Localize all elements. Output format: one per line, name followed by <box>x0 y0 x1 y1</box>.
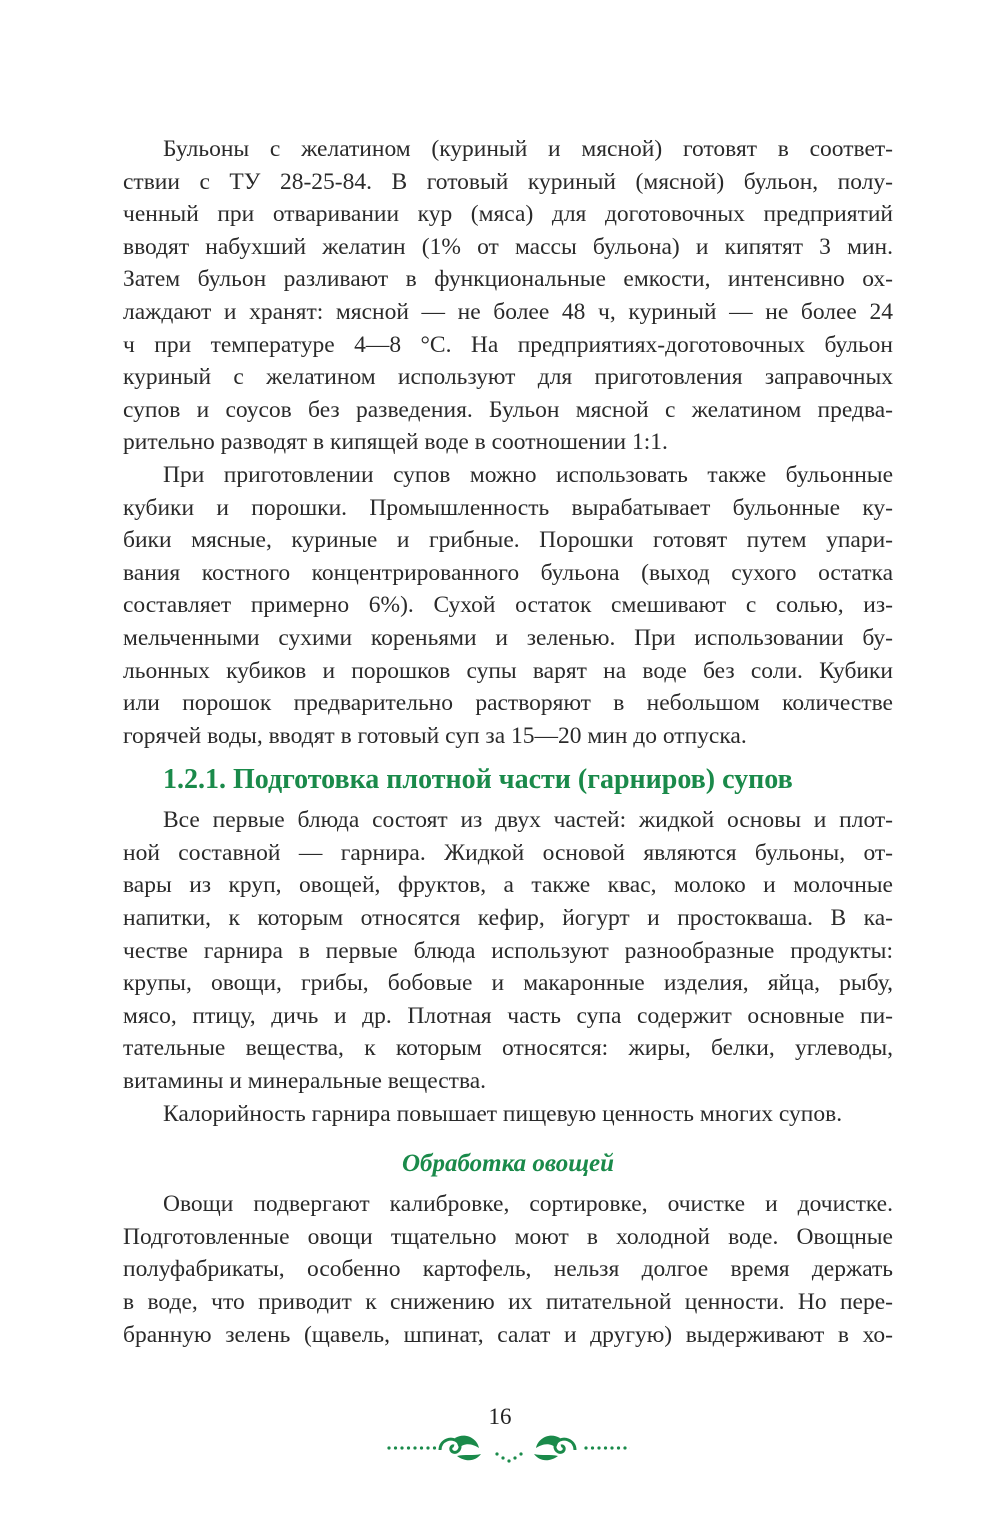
ornament-dot <box>617 1446 620 1449</box>
text-line: полуфабрикаты, особенно картофель, нельзя долгое время держать <box>123 1256 893 1283</box>
text-line: бики мясные, куриные и грибные. Порошки готовят путем упари- <box>123 527 893 554</box>
ornament-dot <box>623 1446 626 1449</box>
ornament-dot <box>387 1446 390 1449</box>
text-line: Подготовленные овощи тщательно моют в холодной воде. Овощные <box>123 1223 893 1250</box>
ornament-dot <box>426 1446 429 1449</box>
text-line: мясо, птицу, дичь и др. Плотная часть супа содержит основные пи- <box>123 1002 893 1029</box>
text-line: ченный при отваривании кур (мяса) для доготовочных предприятий <box>123 201 893 228</box>
text-block-top <box>123 133 893 752</box>
text-line: горячей воды, вводят в готовый суп за 15—20 мин до отпуска. <box>123 722 747 749</box>
ornament-dot <box>400 1446 403 1449</box>
ornament-dot <box>413 1446 416 1449</box>
text-line: честве гарнира в первые блюда используют разнообразные продукты: <box>123 937 893 964</box>
ornament-dot <box>420 1446 423 1449</box>
text-block-mid <box>123 804 893 1130</box>
text-line: витамины и минеральные вещества. <box>123 1068 487 1095</box>
text-line: При приготовлении супов можно использовать также бульонные <box>163 461 893 488</box>
ornament-dot <box>394 1446 397 1449</box>
text-line: Все первые блюда состоят из двух частей: жидкой основы и плот- <box>163 807 893 834</box>
text-line: бранную зелень (щавель, шпинат, салат и другую) выдерживают в хо- <box>123 1321 893 1348</box>
text-line: рительно разводят в кипящей воде в соотношении 1:1. <box>123 429 668 456</box>
ornament-dot <box>597 1446 600 1449</box>
text-line: вания костного концентрированного бульона (выход сухого остатка <box>123 559 893 586</box>
ornament-dot <box>591 1446 594 1449</box>
ornament-dot <box>433 1446 436 1449</box>
text-block-bottom <box>123 1188 893 1351</box>
text-line: тательные вещества, к которым относятся: жиры, белки, углеводы, <box>123 1035 893 1062</box>
page-number: 16 <box>488 1404 512 1429</box>
ornament-dot <box>584 1446 587 1449</box>
section-heading: 1.2.1. Подготовка плотной части (гарниров) супов <box>163 764 793 796</box>
page-body <box>123 133 893 1351</box>
text-line: Бульоны с желатином (куриный и мясной) готовят в соответ- <box>163 136 893 162</box>
text-line: вары из круп, овощей, фруктов, а также квас, молоко и молочные <box>123 872 893 899</box>
ornament-dot <box>604 1446 607 1449</box>
text-line: мельченными сухими кореньями и зеленью. При использовании бу- <box>123 624 893 651</box>
text-line: ч при температуре 4—8 °С. На предприятиях-доготовочных бульон <box>123 331 893 358</box>
text-line: льонных кубиков и порошков супы варят на воде без соли. Кубики <box>123 657 893 684</box>
text-line: напитки, к которым относятся кефир, йогурт и простокваша. В ка- <box>123 905 893 932</box>
text-line: Калорийность гарнира повышает пищевую ценность многих супов. <box>163 1100 843 1127</box>
text-line: или порошок предварительно растворяют в небольшом количестве <box>123 690 893 717</box>
text-line: ной составной — гарнира. Жидкой основой являются бульоны, от- <box>123 839 893 866</box>
text-line: Овощи подвергают калибровке, сортировке, очистке и дочистке. <box>163 1191 893 1218</box>
text-line: кубики и порошки. Промышленность вырабатывает бульонные ку- <box>123 494 893 521</box>
text-line: крупы, овощи, грибы, бобовые и макаронные изделия, яйца, рыбу, <box>123 970 893 997</box>
text-line: ствии с ТУ 28-25-84. В готовый куриный (мясной) бульон, полу- <box>123 168 893 195</box>
ornament-dot <box>407 1446 410 1449</box>
ornament-dot <box>610 1446 613 1449</box>
text-line: Затем бульон разливают в функциональные емкости, интенсивно ох- <box>123 266 893 293</box>
text-line: в воде, что приводит к снижению их питательной ценности. Но пере- <box>123 1289 893 1315</box>
subheading: Обработка овощей <box>401 1150 615 1178</box>
text-line: вводят набухший желатин (1% от массы бульона) и кипятят 3 мин. <box>123 233 893 260</box>
text-line: составляет примерно 6%). Сухой остаток смешивают с солью, из- <box>123 592 893 619</box>
text-line: лаждают и хранят: мясной — не более 48 ч, куриный — не более 24 <box>123 298 893 325</box>
decorative-ornament-icon <box>385 1428 630 1468</box>
text-line: куриный с желатином используют для приготовления заправочных <box>123 364 893 391</box>
text-line: супов и соусов без разведения. Бульон мясной с желатином предва- <box>123 396 893 423</box>
